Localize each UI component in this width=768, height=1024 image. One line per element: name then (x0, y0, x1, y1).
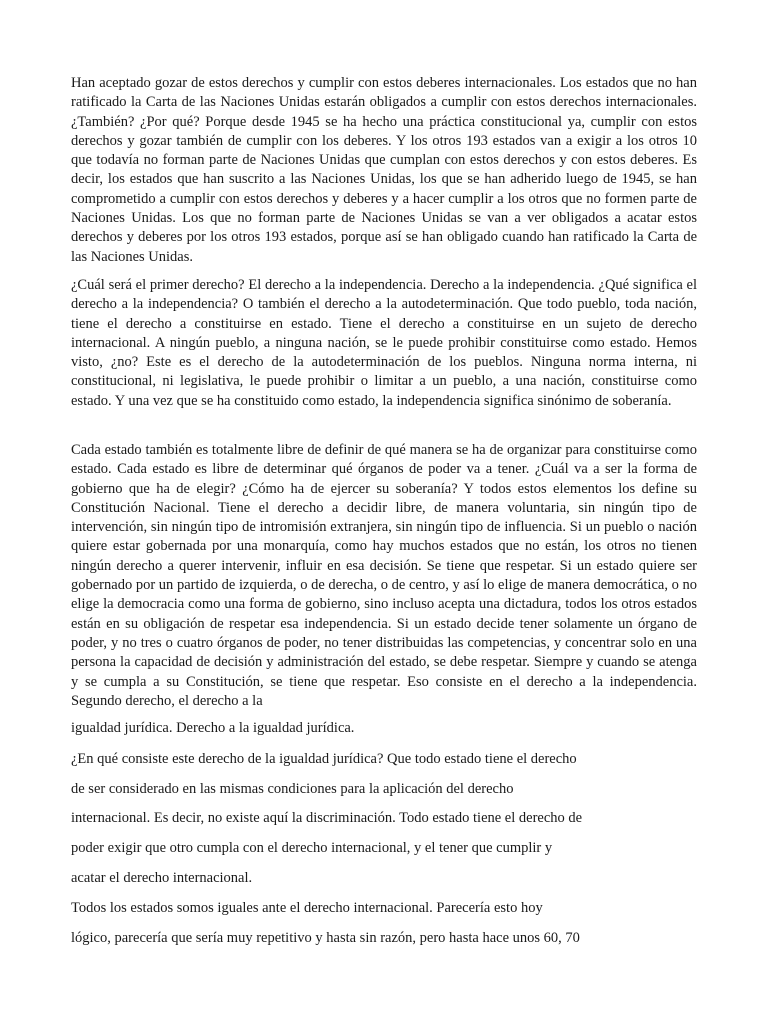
paragraph-1: Han aceptado gozar de estos derechos y cumplir con estos deberes internacionales. Los estados que no han ratificado la Carta de las Naciones Unidas estarán obligados a cumplir con estos derechos internacionales. ¿También? ¿Por qué? Porque desde 1945 se ha hecho una práctica constitucional ya, cumplir con estos derechos y gozar también de cumplir con los deberes. Y los otros 193 estados van a exigir a los otros 10 que todavía no forman parte de Naciones Unidas que cumplan con estos derechos y con estos deberes. Es decir, los estados que han suscrito a las Naciones Unidas, los que se han adherido luego de 1945, se han comprometido a cumplir con estos derechos y deberes y a hacer cumplir a los otros que no formen parte de Naciones Unidas. Los que no forman parte de Naciones Unidas se van a ver obligados a acatar estos derechos y deberes por los otros 193 estados, porque así se han obligado cuando han ratificado la Carta de las Naciones Unidas. (71, 75, 697, 265)
text-line-2: ¿En qué consiste este derecho de la igualdad jurídica? Que todo estado tiene el derecho (71, 751, 577, 767)
text-line-7: Todos los estados somos iguales ante el derecho internacional. Parecería esto hoy (71, 900, 543, 916)
text-line-6: acatar el derecho internacional. (71, 870, 253, 886)
text-line-5: poder exigir que otro cumpla con el derecho internacional, y el tener que cumplir y (71, 840, 553, 856)
text-line-1: igualdad jurídica. Derecho a la igualdad jurídica. (71, 720, 355, 736)
paragraph-2: ¿Cuál será el primer derecho? El derecho a la independencia. Derecho a la independencia. ¿Qué significa el derecho a la independencia? O también el derecho a la autodeterminación. Que todo pueblo, toda nación, tiene el derecho a constituirse en estado. Tiene el derecho a constituirse en un sujeto de derecho internacional. A ningún pueblo, a ninguna nación, se le puede prohibir constituirse como estado. Hemos visto, ¿no? Este es el derecho de la autodeterminación de los pueblos. Ninguna norma interna, ni constitucional, ni legislativa, le puede prohibir o limitar a un pueblo, a una nación, constituirse como estado. Y una vez que se ha constituido como estado, la independencia significa sinónimo de soberanía. (71, 277, 697, 409)
text-line-3: de ser considerado en las mismas condiciones para la aplicación del derecho (71, 781, 514, 797)
text-line-4: internacional. Es decir, no existe aquí la discriminación. Todo estado tiene el derecho de (71, 810, 583, 826)
paragraph-3: Cada estado también es totalmente libre de definir de qué manera se ha de organizar para constituirse como estado. Cada estado es libre de determinar qué órganos de poder va a tener. ¿Cuál va a ser la forma de gobierno que ha de elegir? ¿Cómo ha de ejercer su soberanía? Y todos estos elementos los define su Constitución Nacional. Tiene el derecho a decidir libre, de manera voluntaria, sin ningún tipo de intervención, sin ningún tipo de intromisión extranjera, sin ningún tipo de influencia. Si un pueblo o nación quiere estar gobernada por una monarquía, como hay muchos estados que no están, los otros no tienen ningún derecho a querer intervenir, influir en esa decisión. Se tiene que respetar. Si un estado quiere ser gobernado por un partido de izquierda, o de derecha, o de centro, y así lo elige de manera democrática, o no elige la democracia como una forma de gobierno, sino incluso acepta una dictadura, todos los otros estados están en su obligación de respetar esa independencia. Si un estado decide tener solamente un órgano de poder, y no tres o cuatro órganos de poder, no tener distribuidas las competencias, y concentrar solo en una persona la capacidad de decisión y administración del estado, se debe respetar. Siempre y cuando se atenga y se cumpla a su Constitución, se tiene que respetar. Eso consiste en el derecho a la independencia. Segundo derecho, el derecho a la (71, 442, 697, 709)
text-line-8: lógico, parecería que sería muy repetitivo y hasta sin razón, pero hasta hace unos 60, 70 (71, 930, 580, 946)
